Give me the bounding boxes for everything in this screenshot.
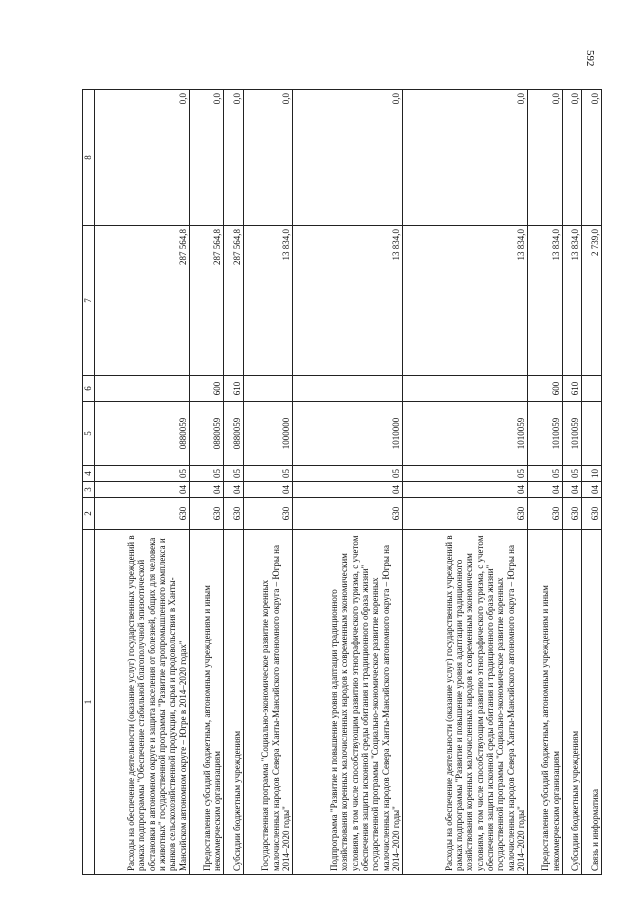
cell-section: 04 (403, 482, 528, 498)
cell-type (95, 376, 190, 402)
cell-amount: 287 564,8 (189, 226, 224, 376)
page-number: 592 (584, 50, 596, 67)
cell-type: 600 (528, 376, 563, 402)
cell-target: 1010059 (528, 402, 563, 466)
cell-admin: 630 (582, 498, 602, 530)
budget-table (82, 89, 602, 875)
cell-subsection: 05 (293, 466, 403, 482)
cell-amount: 287 564,8 (224, 226, 243, 376)
cell-amount: 13 834,0 (293, 226, 403, 376)
table-row (403, 90, 528, 875)
row-name: Субсидии бюджетным учреждениям (224, 530, 243, 875)
cell-amount-2: 0,0 (95, 90, 190, 226)
cell-type: 610 (224, 376, 243, 402)
cell-admin: 630 (224, 498, 243, 530)
cell-admin: 630 (243, 498, 293, 530)
cell-amount-2: 0,0 (582, 90, 602, 226)
row-name: Расходы на обеспечение деятельности (оказание услуг) государственных учреждений в рамках подпрограммы "Обеспечение стабильной благополучной эпизоотической обстановки в автономном округе и защита населения от болезней, общих для человека и животных" государственной программы "Развитие агропромышленного комплекса и рынков сельскохозяйственной продукции, сырья и продовольствия в Ханты-Мансийском автономном округе – Югре в 2014–2020 годах" (95, 530, 190, 875)
cell-section: 04 (95, 482, 190, 498)
cell-amount-2: 0,0 (243, 90, 293, 226)
cell-section: 04 (224, 482, 243, 498)
cell-amount: 13 834,0 (403, 226, 528, 376)
cell-section: 04 (563, 482, 582, 498)
cell-section: 04 (582, 482, 602, 498)
table-row (293, 90, 403, 875)
cell-target: 0880059 (224, 402, 243, 466)
row-name: Государственная программа "Социально-экономическое развитие коренных малочисленных народов Севера Ханты-Мансийского автономного округа – Югры на 2014–2020 годы" (243, 530, 293, 875)
table-row (582, 90, 602, 875)
cell-target (582, 402, 602, 466)
cell-admin: 630 (528, 498, 563, 530)
cell-amount: 13 834,0 (563, 226, 582, 376)
column-header: 1 (83, 530, 95, 875)
table-header-row (83, 90, 95, 875)
column-header: 2 (83, 498, 95, 530)
cell-target: 1000000 (243, 402, 293, 466)
row-name: Подпрограмма "Развитие и повышение уровня адаптации традиционного хозяйствования коренных малочисленных народов к современным экономическим условиям, в том числе способствующим развитию этнографического туризма, с учетом обеспечения защиты исконной среды обитания и традиционного образа жизни" государственной программы "Социально-экономическое развитие коренных малочисленных народов Севера Ханты-Мансийского автономного округа – Югры на 2014–2020 годы" (293, 530, 403, 875)
cell-subsection: 05 (403, 466, 528, 482)
cell-subsection: 05 (243, 466, 293, 482)
rotated-table-container (82, 90, 602, 875)
cell-target: 1010059 (563, 402, 582, 466)
cell-section: 04 (293, 482, 403, 498)
cell-target: 0880059 (189, 402, 224, 466)
cell-subsection: 05 (95, 466, 190, 482)
column-header: 6 (83, 376, 95, 402)
cell-type (582, 376, 602, 402)
cell-subsection: 05 (528, 466, 563, 482)
cell-amount-2: 0,0 (563, 90, 582, 226)
table-row (224, 90, 243, 875)
cell-subsection: 05 (189, 466, 224, 482)
cell-amount: 13 834,0 (243, 226, 293, 376)
cell-subsection: 05 (563, 466, 582, 482)
table-row (189, 90, 224, 875)
column-header: 8 (83, 90, 95, 226)
row-name: Связь и информатика (582, 530, 602, 875)
table-row (563, 90, 582, 875)
cell-type (293, 376, 403, 402)
cell-subsection: 10 (582, 466, 602, 482)
row-name: Предоставление субсидий бюджетным, автономным учреждениям и иным некоммерческим организациям (189, 530, 224, 875)
row-name: Предоставление субсидий бюджетным, автономным учреждениям и иным некоммерческим организациям (528, 530, 563, 875)
cell-admin: 630 (293, 498, 403, 530)
cell-amount: 2 739,0 (582, 226, 602, 376)
cell-amount-2: 0,0 (189, 90, 224, 226)
cell-amount: 13 834,0 (528, 226, 563, 376)
cell-section: 04 (243, 482, 293, 498)
table-row (528, 90, 563, 875)
cell-section: 04 (528, 482, 563, 498)
table-row (243, 90, 293, 875)
row-name: Расходы на обеспечение деятельности (оказание услуг) государственных учреждений в рамках подпрограммы "Развитие и повышение уровня адаптации традиционного хозяйствования коренных малочисленных народов к современным экономическим условиям, в том числе способствующим развитию этнографического туризма, с учетом обеспечения защиты исконной среды обитания и традиционного образа жизни" государственной программы "Социально-экономическое развитие коренных малочисленных народов Севера Ханты-Мансийского автономного округа – Югры на 2014–2020 годы" (403, 530, 528, 875)
cell-admin: 630 (95, 498, 190, 530)
cell-admin: 630 (403, 498, 528, 530)
cell-amount-2: 0,0 (293, 90, 403, 226)
cell-admin: 630 (189, 498, 224, 530)
cell-amount-2: 0,0 (224, 90, 243, 226)
cell-amount: 287 564,8 (95, 226, 190, 376)
cell-target: 0880059 (95, 402, 190, 466)
cell-type (243, 376, 293, 402)
cell-amount-2: 0,0 (528, 90, 563, 226)
column-header: 7 (83, 226, 95, 376)
cell-amount-2: 0,0 (403, 90, 528, 226)
column-header: 3 (83, 482, 95, 498)
cell-type (403, 376, 528, 402)
cell-target: 1010000 (293, 402, 403, 466)
column-header: 4 (83, 466, 95, 482)
cell-type: 610 (563, 376, 582, 402)
cell-section: 04 (189, 482, 224, 498)
cell-admin: 630 (563, 498, 582, 530)
cell-type: 600 (189, 376, 224, 402)
table-row (95, 90, 190, 875)
cell-target: 1010059 (403, 402, 528, 466)
row-name: Субсидии бюджетным учреждениям (563, 530, 582, 875)
cell-subsection: 05 (224, 466, 243, 482)
column-header: 5 (83, 402, 95, 466)
